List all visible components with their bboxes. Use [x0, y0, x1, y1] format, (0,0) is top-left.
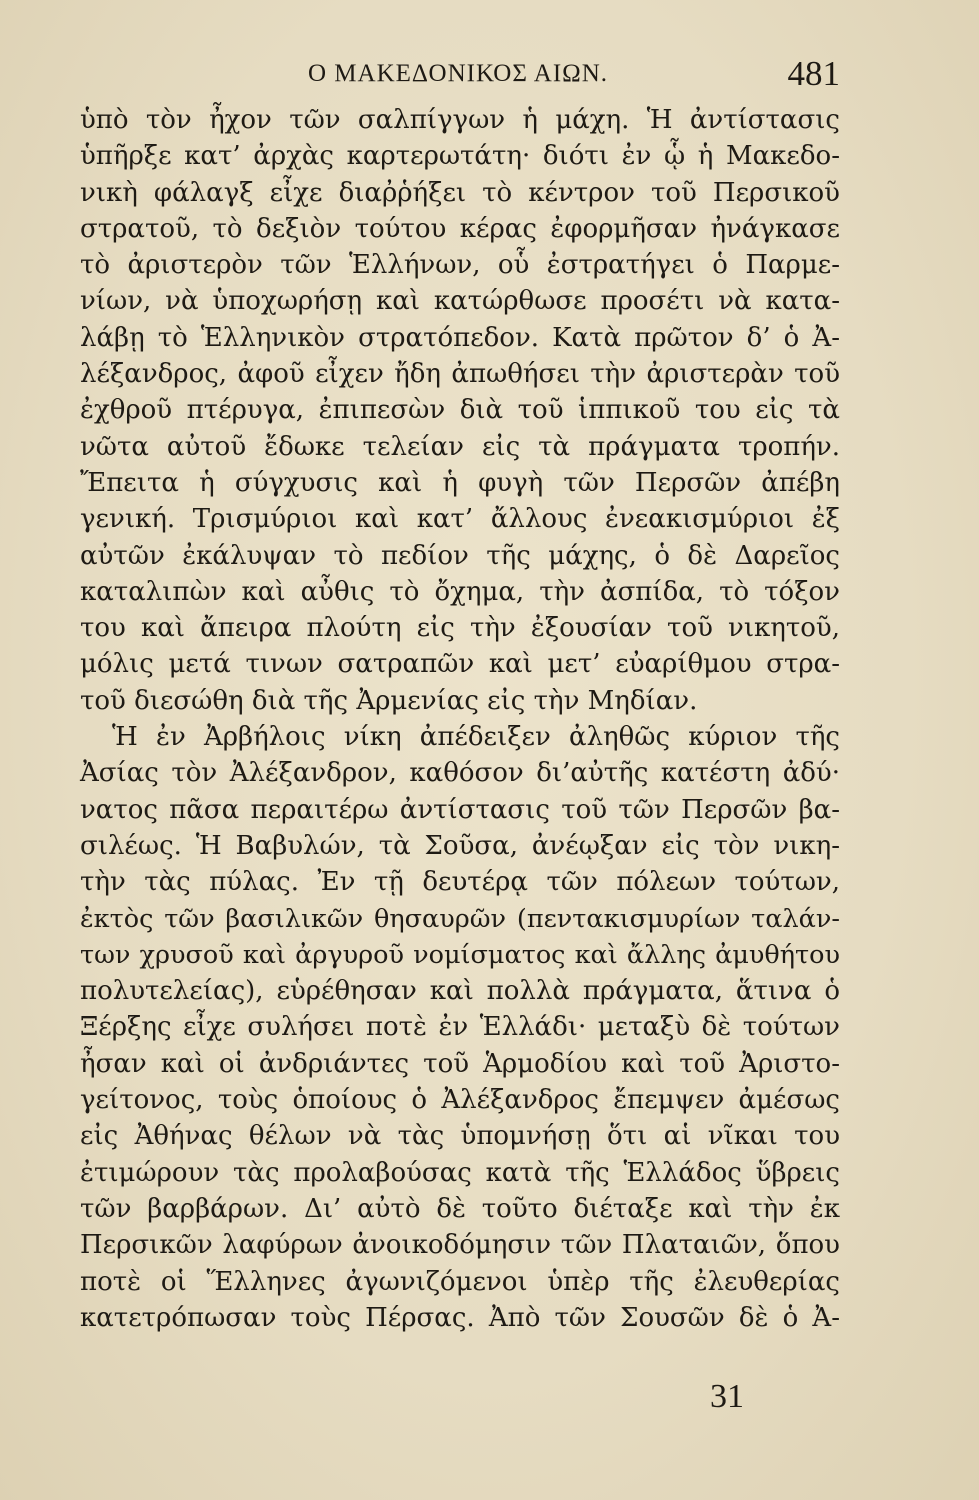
text-line: Ἡ ἐν Ἀρβήλοις νίκη ἀπέδειξεν ἀληθῶς κύριον τῆς: [112, 722, 840, 753]
text-line: τὴν τὰς πύλας. Ἐν τῇ δευτέρᾳ τῶν πόλεων τούτων,: [80, 867, 840, 898]
text-line: Περσικῶν λαφύρων ἀνοικοδόμησιν τῶν Πλαταιῶν, ὅπου: [80, 1230, 840, 1261]
text-line: καταλιπὼν καὶ αὖθις τὸ ὄχημα, τὴν ἀσπίδα, τὸ τόξον: [80, 576, 840, 607]
text-line: Ξέρξης εἶχε συλήσει ποτὲ ἐν Ἑλλάδι· μεταξὺ δὲ τούτων: [80, 1012, 840, 1043]
text-line: ποτὲ οἱ Ἕλληνες ἀγωνιζόμενοι ὑπὲρ τῆς ἐλευθερίας: [80, 1266, 840, 1297]
text-line: Ἀσίας τὸν Ἀλέξανδρον, καθόσον δι’αὐτῆς κατέστη ἀδύ·: [80, 758, 840, 789]
text-line: λάβῃ τὸ Ἑλληνικὸν στρατόπεδον. Κατὰ πρῶτον δ’ ὁ Ἀ-: [80, 322, 840, 353]
text-line: ἦσαν καὶ οἱ ἀνδριάντες τοῦ Ἁρμοδίου καὶ τοῦ Ἀριστο-: [80, 1048, 840, 1079]
running-head: [80, 54, 840, 98]
text-line: σιλέως. Ἡ Βαβυλών, τὰ Σοῦσα, ἀνέῳξαν εἰς τὸν νικη-: [80, 830, 840, 861]
text-line: νατος πᾶσα περαιτέρω ἀντίστασις τοῦ τῶν Περσῶν βα-: [80, 794, 840, 825]
text-line: τῶν βαρβάρων. Δι’ αὐτὸ δὲ τοῦτο διέταξε καὶ τὴν ἐκ: [80, 1193, 840, 1224]
body-text: [80, 102, 840, 1336]
text-line: νίων, νὰ ὑποχωρήσῃ καὶ κατώρθωσε προσέτι νὰ κατα-: [80, 286, 840, 317]
text-line: τοῦ διεσώθη διὰ τῆς Ἀρμενίας εἰς τὴν Μηδίαν.: [80, 685, 698, 716]
text-line: γενική. Τρισμύριοι καὶ κατ’ ἄλλους ἐνεακισμύριοι ἐξ: [80, 504, 840, 535]
text-line: πολυτελείας), εὑρέθησαν καὶ πολλὰ πράγματα, ἅτινα ὁ: [80, 976, 840, 1007]
text-line: στρατοῦ, τὸ δεξιὸν τούτου κέρας ἐφορμῆσαν ἠνάγκασε: [80, 213, 840, 244]
text-line: ὑπὸ τὸν ἦχον τῶν σαλπίγγων ἡ μάχη. Ἡ ἀντίστασις: [80, 105, 840, 135]
text-line: εἰς Ἀθήνας θέλων νὰ τὰς ὑπομνήσῃ ὅτι αἱ νῖκαι του: [80, 1121, 840, 1152]
text-line: ἐκτὸς τῶν βασιλικῶν θησαυρῶν (πεντακισμυρίων ταλάν-: [80, 903, 840, 934]
text-line: ὑπῆρξε κατ’ ἀρχὰς καρτερωτάτη· διότι ἐν ᾧ ἡ Μακεδο-: [80, 141, 840, 172]
signature-mark: 31: [710, 1378, 744, 1415]
text-line: νῶτα αὐτοῦ ἔδωκε τελείαν εἰς τὰ πράγματα τροπήν.: [80, 431, 840, 462]
text-line: τὸ ἀριστερὸν τῶν Ἑλλήνων, οὗ ἐστρατήγει ὁ Παρμε-: [80, 250, 840, 281]
text-line: λέξανδρος, ἀφοῦ εἶχεν ἤδη ἀπωθήσει τὴν ἀριστερὰν τοῦ: [80, 359, 840, 390]
text-line: νικὴ φάλαγξ εἶχε διαῤῥήξει τὸ κέντρον τοῦ Περσικοῦ: [80, 177, 840, 208]
running-title: Ο ΜΑΚΕΔΟΝΙΚΟΣ ΑΙΩΝ.: [308, 60, 609, 87]
text-line: αὐτῶν ἐκάλυψαν τὸ πεδίον τῆς μάχης, ὁ δὲ Δαρεῖος: [80, 540, 840, 571]
text-line: των χρυσοῦ καὶ ἀργυροῦ νομίσματος καὶ ἄλλης ἀμυθήτου: [80, 939, 840, 970]
text-line: μόλις μετά τινων σατραπῶν καὶ μετ’ εὐαρίθμου στρα-: [80, 649, 840, 680]
page-number: 481: [787, 54, 840, 93]
text-line: γείτονος, τοὺς ὁποίους ὁ Ἀλέξανδρος ἔπεμψεν ἀμέσως: [80, 1085, 840, 1116]
text-line: ἐχθροῦ πτέρυγα, ἐπιπεσὼν διὰ τοῦ ἱππικοῦ του εἰς τὰ: [80, 395, 840, 426]
text-line: κατετρόπωσαν τοὺς Πέρσας. Ἀπὸ τῶν Σουσῶν δὲ ὁ Ἀ-: [80, 1302, 840, 1333]
text-line: του καὶ ἄπειρα πλούτη εἰς τὴν ἐξουσίαν τοῦ νικητοῦ,: [80, 613, 840, 644]
text-line: Ἔπειτα ἡ σύγχυσις καὶ ἡ φυγὴ τῶν Περσῶν ἀπέβη: [80, 467, 840, 498]
text-line: ἐτιμώρουν τὰς προλαβούσας κατὰ τῆς Ἑλλάδος ὕβρεις: [80, 1157, 840, 1188]
